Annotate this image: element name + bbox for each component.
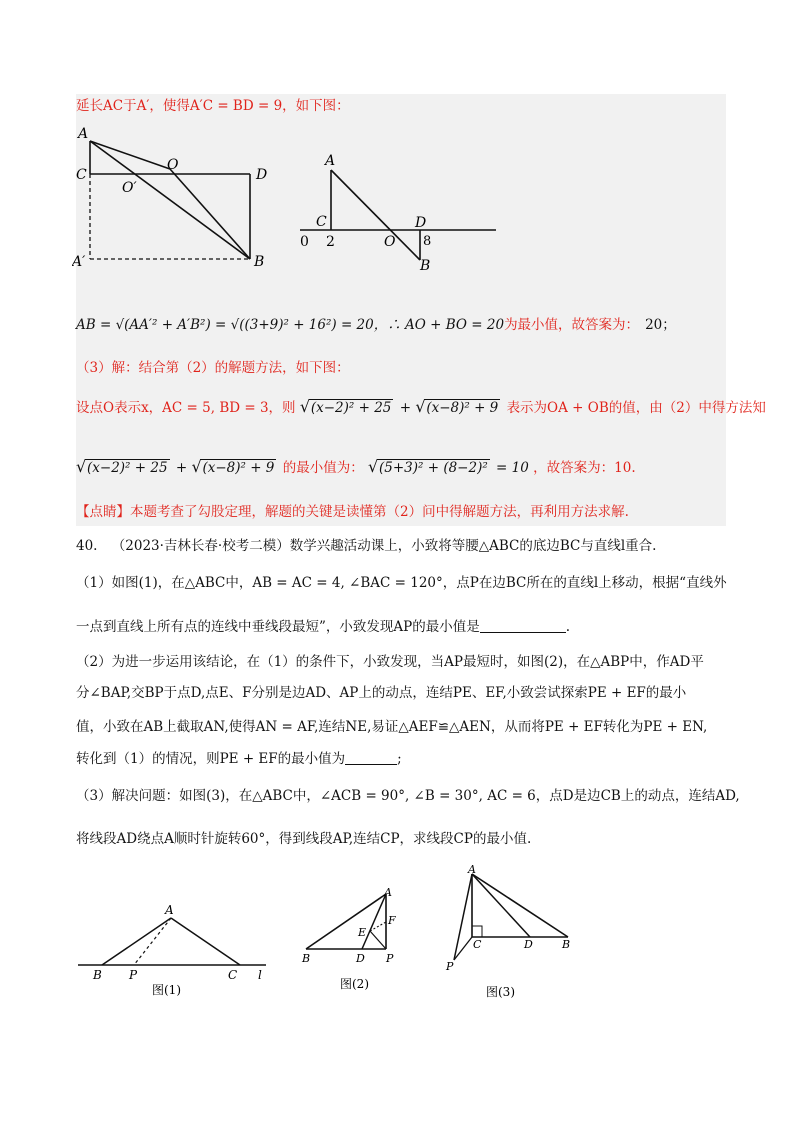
label-a: A xyxy=(384,886,392,899)
label-a: A xyxy=(165,903,174,917)
label-p: P xyxy=(446,960,454,973)
label-d: D xyxy=(256,167,268,183)
tick-2: 2 xyxy=(326,234,335,250)
caption-figure-3: 图(3) xyxy=(486,985,515,999)
solution-line-2: AB = √(AA′² + A′B²) = √((3+9)² + 16²) = 20，∴ AO + BO = 20为最小值，故答案为： 20； xyxy=(76,317,676,333)
solution-line-3: （3）解：结合第（2）的解题方法，如下图： xyxy=(76,360,350,376)
answer-blank-2[interactable] xyxy=(345,750,397,765)
label-c: C xyxy=(473,938,482,951)
figure-1 xyxy=(76,900,270,1000)
label-c: C xyxy=(228,968,238,982)
tick-8: 8 xyxy=(423,234,432,249)
problem-part2-d: 转化到（1）的情况，则PE + EF的最小值为 ; xyxy=(76,751,402,767)
problem-part3-b: 将线段AD绕点A顺时针旋转60°，得到线段AP,连结CP，求线段CP的最小值. xyxy=(76,831,532,847)
label-c: C xyxy=(316,214,327,230)
label-p: P xyxy=(386,952,394,965)
segment-ao xyxy=(90,141,170,169)
label-d: D xyxy=(415,215,427,231)
label-e: E xyxy=(358,926,367,939)
label-b: B xyxy=(93,968,102,982)
answer-blank-1[interactable] xyxy=(480,618,566,633)
caption-figure-2: 图(2) xyxy=(340,977,369,991)
solution-comment: 【点睛】本题考查了勾股定理，解题的关键是读懂第（2）问中得解题方法，再利用方法求解. xyxy=(76,504,629,520)
label-l: l xyxy=(258,968,262,982)
segment-ap xyxy=(134,918,171,965)
solution-figure-right xyxy=(296,150,500,272)
label-d: D xyxy=(356,952,365,965)
problem-part3-a: （3）解决问题：如图(3)，在△ABC中，∠ACB = 90°, ∠B = 30°, AC = 6，点D是边CB上的动点，连结AD, xyxy=(76,788,740,804)
label-p: P xyxy=(129,968,138,982)
label-o-prime: O′ xyxy=(122,180,137,196)
problem-part1-b: 一点到直线上所有点的连线中垂线段最短”，小致发现AP的最小值是 . xyxy=(76,619,571,635)
label-c: C xyxy=(76,167,87,183)
problem-part2-c: 值，小致在AB上截取AN,使得AN = AF,连结NE,易证△AEF≌△AEN，从而将PE + EF转化为PE + EN, xyxy=(76,719,708,735)
segment-ab xyxy=(331,170,420,260)
problem-number: 40. xyxy=(76,538,98,554)
caption-figure-1: 图(1) xyxy=(152,983,181,997)
label-o: O xyxy=(167,157,179,173)
segment-pe xyxy=(370,931,386,949)
label-a: A xyxy=(325,153,336,169)
label-a-prime: A′ xyxy=(72,254,86,270)
solution-figure-left xyxy=(72,124,272,270)
label-a: A xyxy=(468,863,476,876)
solution-line-5: √ (x−2)² + 25 + √ (x−8)² + 9 的最小值为： √ (5+3)² + (8−2)² = 10 ，故答案为：10. xyxy=(76,458,636,478)
solution-line-1: 延长AC于A′，使得A′C = BD = 9，如下图： xyxy=(76,98,350,114)
label-f: F xyxy=(388,914,396,927)
segment-ob xyxy=(170,169,250,259)
tick-0: 0 xyxy=(300,234,309,250)
segment-ac xyxy=(171,918,240,965)
label-b: B xyxy=(420,258,431,272)
solution-line-4: 设点O表示x，AC = 5, BD = 3，则 √ (x−2)² + 25 + √ (x−8)² + 9 表示为OA + OB的值，由（2）中得方法知 xyxy=(76,398,766,418)
problem-part2-b: 分∠BAP,交BP于点D,点E、F分别是边AD、AP上的动点，连结PE、EF,小致尝试探索PE + EF的最小 xyxy=(76,685,687,701)
label-b: B xyxy=(562,938,571,951)
problem-part1-a: （1）如图(1)，在△ABC中，AB = AC = 4, ∠BAC = 120°，点P在边BC所在的直线l上移动，根据“直线外 xyxy=(76,575,727,591)
right-angle-mark xyxy=(472,926,482,937)
figure-3 xyxy=(440,862,580,1002)
label-b: B xyxy=(254,254,265,270)
figure-2 xyxy=(300,886,410,996)
segment-ap xyxy=(454,874,472,960)
label-o: O xyxy=(384,234,396,250)
problem-header: 40. （2023·吉林长春·校考二模）数学兴趣活动课上，小致将等腰△ABC的底边BC与直线l重合. xyxy=(76,538,657,554)
segment-ab xyxy=(472,874,568,937)
segment-ab xyxy=(102,918,171,965)
label-b: B xyxy=(302,952,311,965)
label-d: D xyxy=(524,938,533,951)
label-a: A xyxy=(78,126,89,142)
problem-part2-a: （2）为进一步运用该结论，在（1）的条件下，小致发现，当AP最短时，如图(2)，在△ABP中，作AD平 xyxy=(76,654,704,670)
